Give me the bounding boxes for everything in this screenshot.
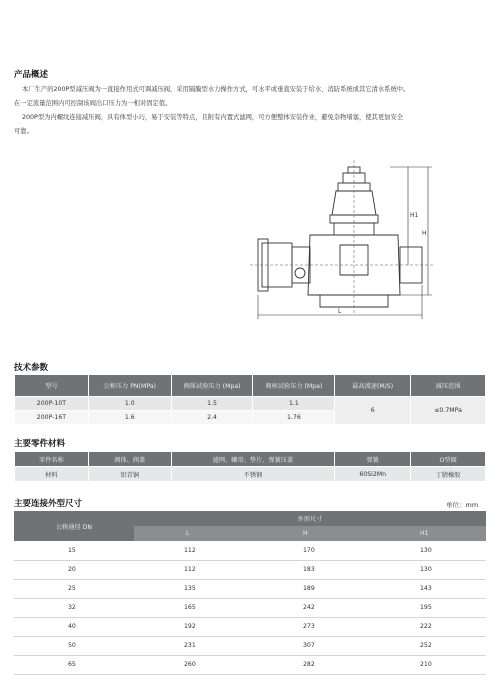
- table-row: [14, 560, 486, 579]
- dims-header-dn: 公称通径 DN: [14, 511, 134, 541]
- dimension-label-h: H: [422, 230, 427, 237]
- table-cell: 32: [14, 598, 134, 617]
- table-cell: 130: [368, 541, 486, 560]
- parts-header-spring: 弹簧: [335, 452, 411, 467]
- table-cell: 1.5: [171, 397, 253, 411]
- table-cell: 1.6: [88, 411, 171, 425]
- table-row: [14, 617, 486, 636]
- table-cell-reduce-range: ≤0.7MPa: [411, 397, 486, 425]
- dims-header-h: H: [251, 526, 368, 541]
- table-cell: 260: [134, 655, 251, 674]
- overview-paragraph-1: 本厂生产的200P型减压阀为一直接作用式可调减压阀，采用隔膜型水力操作方式，可水平或垂直安装于给水、消防系统或其它清水系统中。: [22, 86, 410, 93]
- table-cell: 189: [251, 579, 368, 598]
- table-cell: 1.0: [88, 397, 171, 411]
- overview-paragraph-1-cont: 在一定流量范围内可控制该阀出口压力为一相对固定值。: [14, 100, 172, 107]
- tech-header-model: 型号: [15, 375, 89, 397]
- tech-header-nominal-pressure: 公称压力 PN(MPa): [88, 375, 171, 397]
- table-cell: 242: [251, 598, 368, 617]
- table-cell: 210: [368, 655, 486, 674]
- table-cell: 143: [368, 579, 486, 598]
- table-cell: 130: [368, 560, 486, 579]
- table-cell: 20: [14, 560, 134, 579]
- table-cell: 112: [134, 541, 251, 560]
- tech-params-title: 技术参数: [14, 363, 49, 373]
- table-cell: 1.76: [253, 411, 335, 425]
- dims-unit: 单位：mm: [446, 501, 479, 509]
- tech-header-reduce-range: 减压范围: [411, 375, 486, 397]
- table-cell: 195: [368, 598, 486, 617]
- parts-header-part-name: 零件名称: [15, 452, 89, 467]
- table-cell: 丁腈橡胶: [411, 467, 486, 482]
- table-cell: 200P-10T: [15, 397, 89, 411]
- parts-header-o-ring: O型圈: [411, 452, 486, 467]
- table-cell: 铝青铜: [88, 467, 171, 482]
- table-row: [14, 541, 486, 560]
- dims-header-l: L: [134, 526, 251, 541]
- table-cell: 25: [14, 579, 134, 598]
- overview-title: 产品概述: [14, 70, 49, 80]
- overview-paragraph-2-cont: 可靠。: [14, 128, 33, 135]
- dimension-label-l: L: [338, 308, 342, 315]
- table-row: [14, 579, 486, 598]
- table-row: [15, 467, 486, 482]
- dimension-label-h1: H1: [410, 212, 419, 219]
- overview-paragraph-2: 200P型为内螺纹连接减压阀，具有体型小巧，易于安装等特点，且附有内置式滤网，可方便整体安装作业，避免杂物堵塞，使其更加安全: [22, 114, 404, 121]
- table-row: [14, 636, 486, 655]
- table-cell: 192: [134, 617, 251, 636]
- table-cell: 135: [134, 579, 251, 598]
- table-cell: 材料: [15, 467, 89, 482]
- valve-technical-drawing: [240, 155, 440, 325]
- tech-header-body-test-pressure: 阀体试验压力 (Mpa): [171, 375, 253, 397]
- table-cell: 40: [14, 617, 134, 636]
- dims-title: 主要连接外型尺寸: [14, 499, 83, 509]
- table-cell: 252: [368, 636, 486, 655]
- table-row: [14, 598, 486, 617]
- table-row: [15, 397, 486, 411]
- parts-header-body: 阀体、阀盖: [88, 452, 171, 467]
- tech-params-table: [14, 374, 486, 425]
- table-cell: 183: [251, 560, 368, 579]
- table-cell: 222: [368, 617, 486, 636]
- table-cell: 273: [251, 617, 368, 636]
- table-cell: 50: [14, 636, 134, 655]
- tech-header-max-flow: 最高流速(M/S): [335, 375, 411, 397]
- table-cell: 307: [251, 636, 368, 655]
- table-cell: 170: [251, 541, 368, 560]
- table-cell: 282: [251, 655, 368, 674]
- parts-table: [14, 451, 486, 482]
- table-cell: 2.4: [171, 411, 253, 425]
- table-row: [14, 655, 486, 674]
- table-cell: 65: [14, 655, 134, 674]
- table-cell: 200P-16T: [15, 411, 89, 425]
- table-cell: 1.1: [253, 397, 335, 411]
- parts-header-filter: 滤网、螺母、垫片、弹簧压盖: [171, 452, 335, 467]
- table-cell-max-flow: 6: [335, 397, 411, 425]
- tech-header-seat-test-pressure: 阀座试验压力 (Mpa): [253, 375, 335, 397]
- dims-header-group: 外形尺寸: [134, 511, 486, 526]
- table-cell: 15: [14, 541, 134, 560]
- table-cell: 60Si2Mn: [335, 467, 411, 482]
- table-cell: 不锈钢: [171, 467, 335, 482]
- table-cell: 112: [134, 560, 251, 579]
- parts-title: 主要零件材料: [14, 439, 66, 449]
- table-cell: 231: [134, 636, 251, 655]
- table-cell: 165: [134, 598, 251, 617]
- dims-table: [14, 511, 486, 675]
- dims-header-h1: H1: [368, 526, 486, 541]
